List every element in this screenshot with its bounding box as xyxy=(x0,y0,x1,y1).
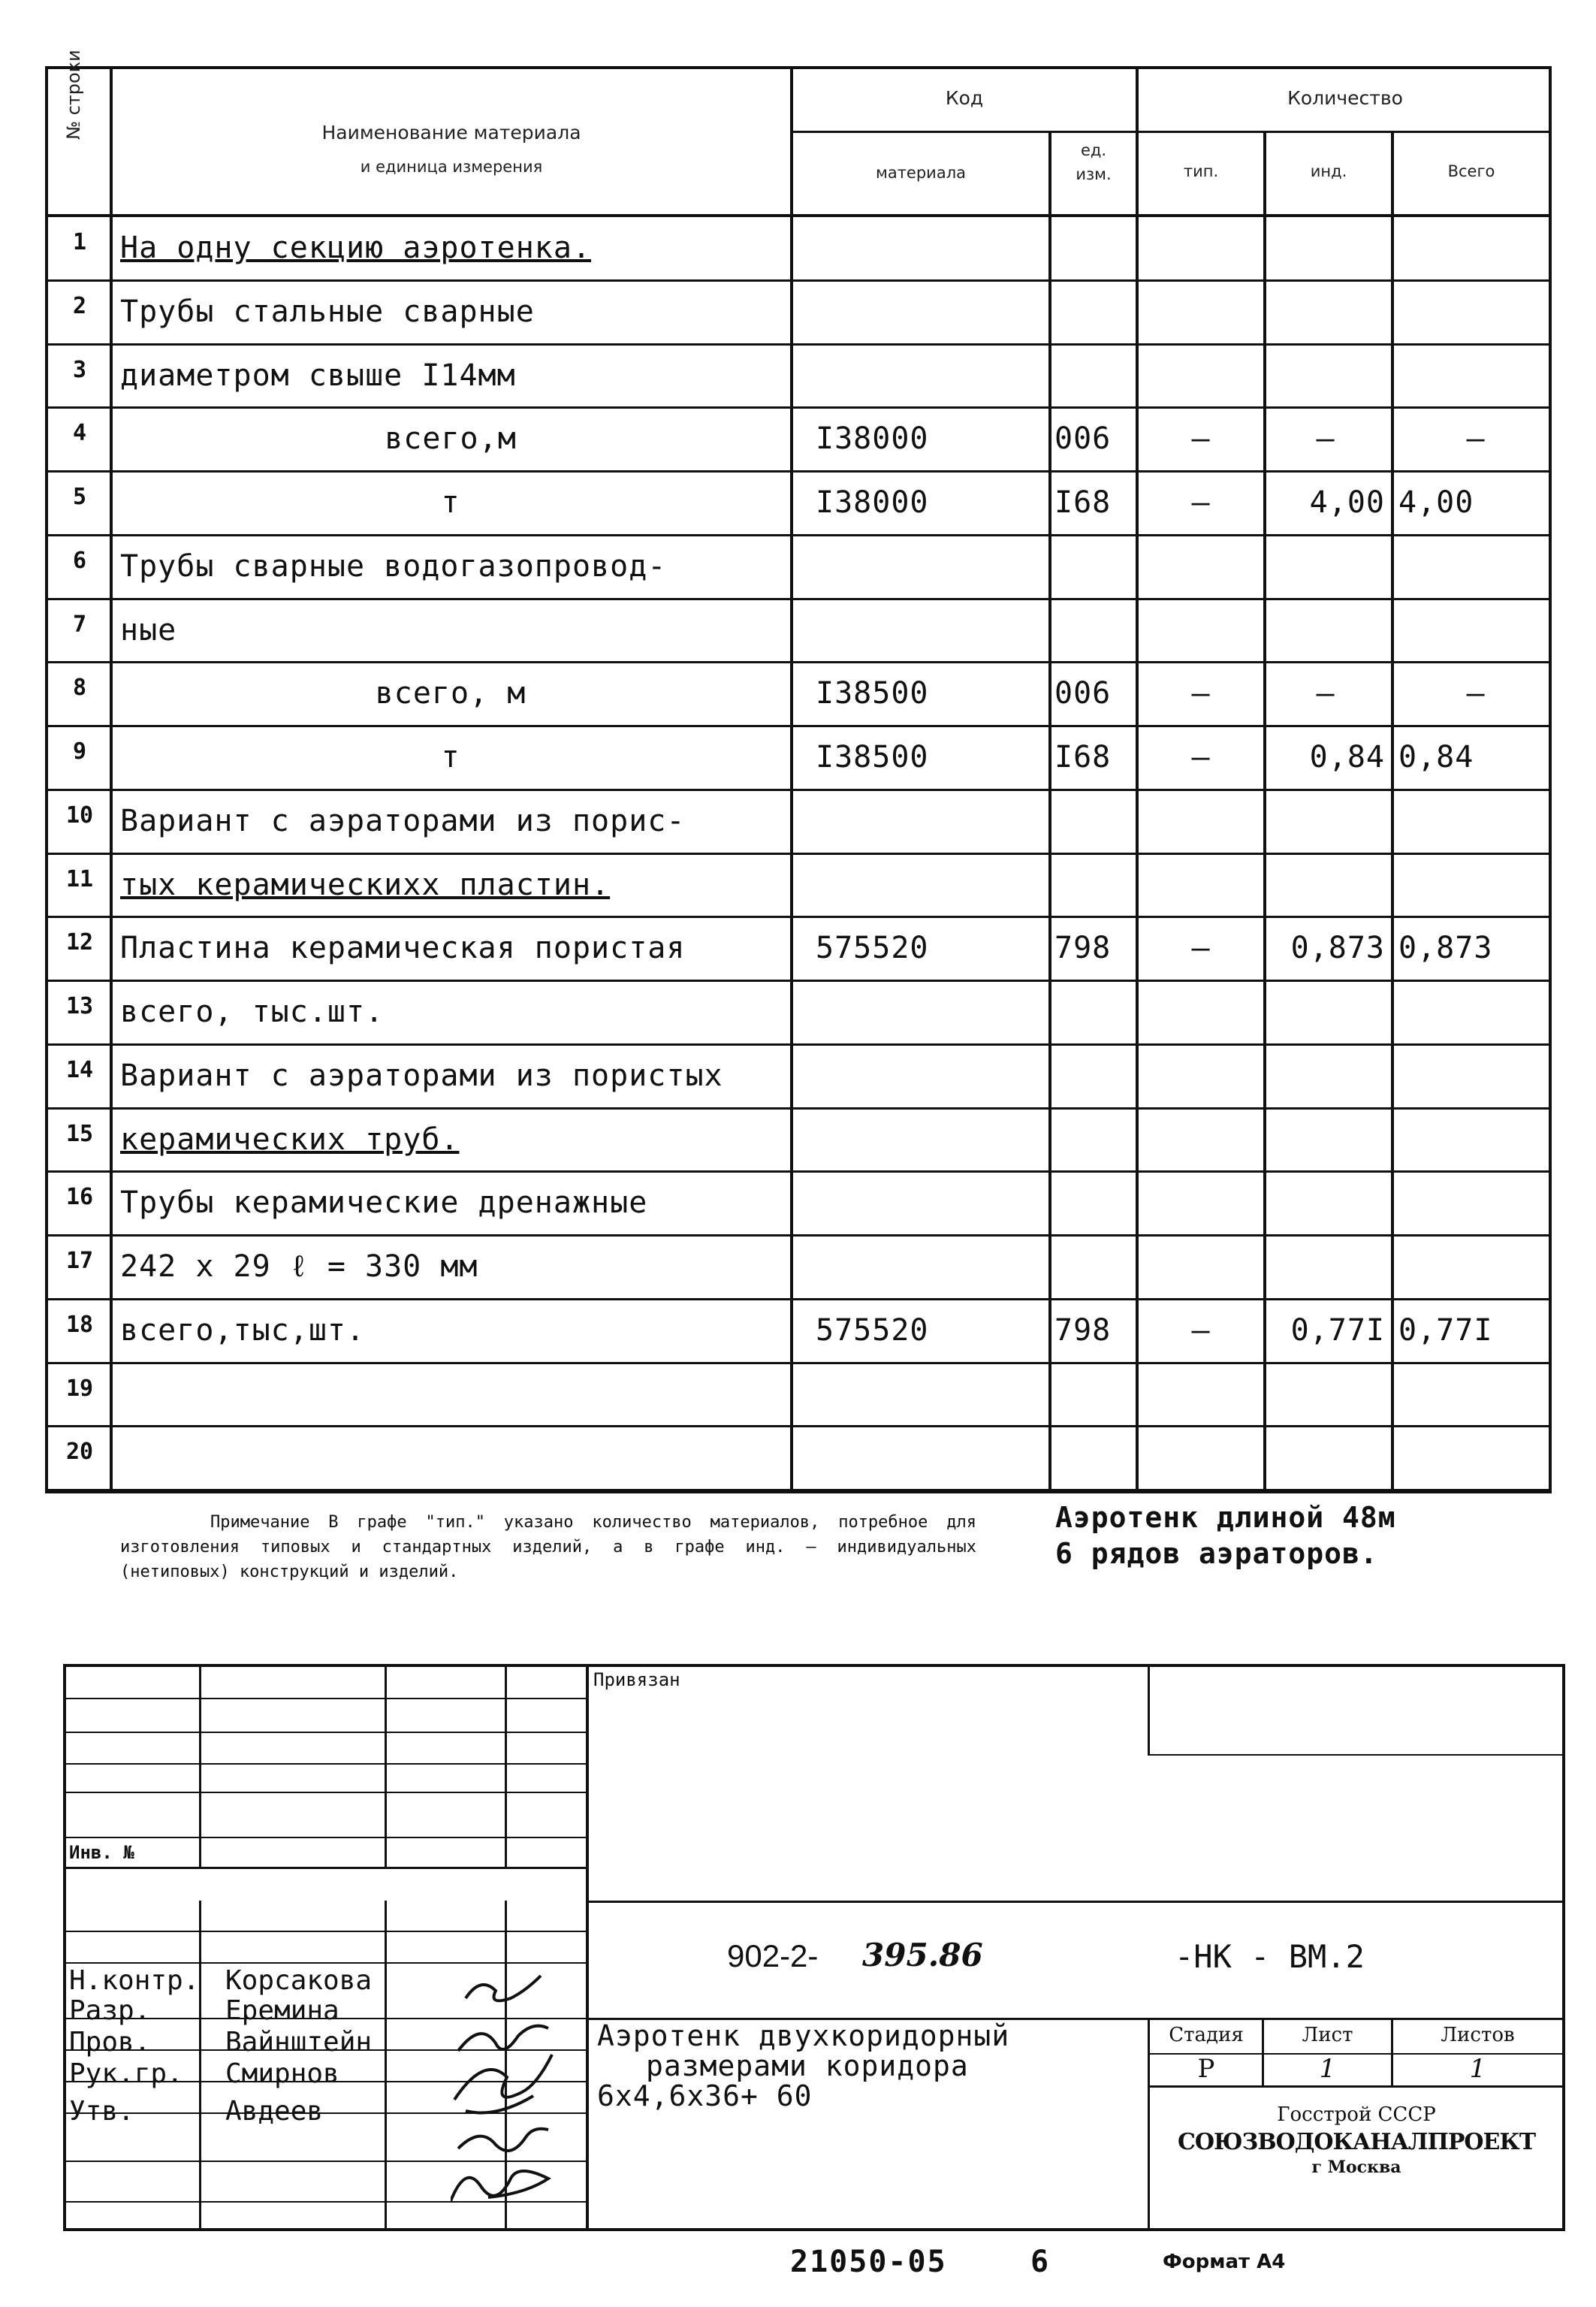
org-line-3: г Москва xyxy=(1311,2158,1401,2177)
cell-text: всего, тыс.шт. xyxy=(120,995,385,1029)
tb-sig-v1 xyxy=(199,1931,201,2231)
tb-left-h3 xyxy=(63,1763,586,1765)
row-number: 18 xyxy=(65,1312,94,1338)
doc-code-number: 395.86 xyxy=(862,1937,983,1973)
cell-ind: – xyxy=(1316,676,1335,711)
tb-left-h1 xyxy=(63,1698,586,1699)
row-separator xyxy=(45,853,1552,855)
cell-unit: I68 xyxy=(1054,740,1112,775)
cell-typ: – xyxy=(1191,931,1211,965)
tb-mid-h xyxy=(586,1901,1562,1903)
qty-total-header: Всего xyxy=(1447,162,1495,180)
cell-text: всего,тыс,шт. xyxy=(120,1313,366,1348)
tb-bottom-line xyxy=(63,2228,1565,2231)
sheet-value: 1 xyxy=(1319,2054,1336,2084)
cell-unit: 006 xyxy=(1054,676,1112,711)
tb-left-h4 xyxy=(63,1792,586,1793)
row-number: 15 xyxy=(65,1121,94,1147)
tb-sig-v2 xyxy=(385,1931,387,2231)
cell-text: 242 х 29 ℓ = 330 мм xyxy=(120,1249,478,1284)
cell-unit: 798 xyxy=(1054,931,1112,965)
role-label: Разр. xyxy=(69,1995,151,2026)
cell-code: I38000 xyxy=(816,485,929,520)
row-separator xyxy=(45,916,1552,918)
role-person-name: Смирнов xyxy=(225,2058,339,2089)
row-number: 20 xyxy=(65,1439,94,1465)
row-separator xyxy=(45,1362,1552,1364)
note-title-1: Аэротенк длиной 48м xyxy=(1055,1501,1396,1534)
col-line-total xyxy=(1391,132,1394,1492)
stage-value: Р xyxy=(1197,2054,1215,2084)
table-bottom-line xyxy=(45,1490,1552,1493)
row-number: 19 xyxy=(65,1375,94,1402)
tb-privyazan-v xyxy=(1148,1664,1150,1754)
header-mid-line xyxy=(790,131,1552,133)
role-person-name: Еремина xyxy=(225,1995,339,2026)
qty-ind-header: инд. xyxy=(1310,162,1347,180)
name-header-1: Наименование материала xyxy=(321,122,581,143)
row-separator xyxy=(45,789,1552,791)
sheets-value: 1 xyxy=(1469,2054,1486,2084)
header-bottom-line xyxy=(45,214,1552,217)
role-person-name: Корсакова xyxy=(225,1965,373,1996)
tb-stage-h2 xyxy=(1148,2085,1562,2088)
cell-total: 0,84 xyxy=(1398,740,1474,775)
row-separator xyxy=(45,470,1552,473)
cell-code: I38000 xyxy=(816,421,929,456)
row-separator xyxy=(45,598,1552,600)
cell-code: 575520 xyxy=(816,1313,929,1348)
cell-unit: I68 xyxy=(1054,485,1112,520)
row-separator xyxy=(45,343,1552,346)
row-number: 1 xyxy=(72,229,87,255)
cell-text: всего, м xyxy=(375,676,526,711)
cell-total: – xyxy=(1466,676,1486,711)
row-number: 9 xyxy=(72,738,87,765)
org-line-2: СОЮЗВОДОКАНАЛПРОЕКТ xyxy=(1177,2129,1536,2155)
code-unit-header-2: изм. xyxy=(1076,165,1112,183)
row-number: 3 xyxy=(72,357,87,383)
doc-code-suffix: -НК - ВМ.2 xyxy=(1175,1938,1365,1975)
cell-ind: 4,00 xyxy=(1309,485,1385,520)
cell-total: – xyxy=(1466,421,1486,456)
frame-top xyxy=(45,66,1552,69)
sheets-label: Листов xyxy=(1441,2024,1515,2046)
row-separator xyxy=(45,1107,1552,1110)
row-separator xyxy=(45,661,1552,663)
tb-right-h1 xyxy=(1148,1754,1562,1756)
cell-text: Трубы сварные водогазопровод- xyxy=(120,549,667,584)
cell-typ: – xyxy=(1191,421,1211,456)
row-separator xyxy=(45,1298,1552,1300)
row-separator xyxy=(45,534,1552,536)
row-number: 4 xyxy=(72,420,87,446)
cell-typ: – xyxy=(1191,740,1211,775)
qty-typ-header: тип. xyxy=(1183,162,1219,180)
tb-sig-v-b xyxy=(385,1901,387,1931)
cell-unit: 798 xyxy=(1054,1313,1112,1348)
row-separator xyxy=(45,1170,1552,1173)
role-label: Н.контр. xyxy=(69,1965,200,1996)
role-label: Рук.гр. xyxy=(69,2058,183,2089)
tb-sig-v-c xyxy=(505,1901,507,1931)
object-title-1: Аэротенк двухкоридорный xyxy=(597,2019,1010,2052)
footer-inventory-number: 21050-05 xyxy=(790,2245,947,2279)
role-label: Пров. xyxy=(69,2027,151,2058)
row-number: 8 xyxy=(72,675,87,701)
row-separator xyxy=(45,980,1552,982)
row-number: 7 xyxy=(72,611,87,638)
cell-text: Трубы стальные сварные xyxy=(120,294,535,329)
row-separator xyxy=(45,279,1552,282)
cell-text: т xyxy=(441,485,460,520)
cell-ind: 0,84 xyxy=(1309,740,1385,775)
cell-text: На одну секцию аэротенка. xyxy=(120,231,592,265)
privyazan-label: Привязан xyxy=(593,1669,680,1690)
tb-sig-h1 xyxy=(63,1962,586,1964)
cell-ind: 0,873 xyxy=(1290,931,1385,965)
cell-code: 575520 xyxy=(816,931,929,965)
doc-code-prefix: 902-2- xyxy=(727,1938,819,1973)
row-number: 16 xyxy=(65,1184,94,1210)
role-person-name: Авдеев xyxy=(225,2096,324,2127)
note-title-2: 6 рядов аэраторов. xyxy=(1055,1537,1378,1570)
cell-ind: – xyxy=(1316,421,1335,456)
cell-text: т xyxy=(441,740,460,775)
tb-left-h5 xyxy=(63,1837,586,1838)
object-title-3: 6х4,6х36+ 60 xyxy=(597,2079,813,2112)
row-number: 6 xyxy=(72,548,87,574)
cell-typ: – xyxy=(1191,1313,1211,1348)
cell-ind: 0,77I xyxy=(1290,1313,1385,1348)
code-header: Код xyxy=(945,87,984,109)
cell-typ: – xyxy=(1191,485,1211,520)
cell-text: керамических труб. xyxy=(120,1122,460,1157)
name-header-2: и единица измерения xyxy=(360,158,543,176)
tb-stage-v0 xyxy=(1148,2018,1150,2230)
row-separator xyxy=(45,1043,1552,1046)
tb-left-h2 xyxy=(63,1732,586,1733)
cell-text: всего,м xyxy=(385,421,517,456)
tb-left-h6 xyxy=(63,1867,586,1869)
role-person-name: Вайнштейн xyxy=(225,2027,373,2058)
row-number: 14 xyxy=(65,1057,94,1083)
cell-total: 0,873 xyxy=(1398,931,1493,965)
tb-frame-left xyxy=(63,1664,66,2230)
tb-frame-right xyxy=(1562,1664,1565,2230)
tb-sig-v-a xyxy=(199,1901,201,1931)
footer-format-label: Формат А4 xyxy=(1163,2251,1286,2273)
cell-unit: 006 xyxy=(1054,421,1112,456)
object-title-2: размерами коридора xyxy=(646,2049,969,2082)
note-text: Примечание В графе "тип." указано количество материалов, потребное для изготовления типовых и стандартных изделий, а в графе инд. – индивидуальных (нетиповых) конструкций и изделий. xyxy=(120,1513,976,1581)
row-number: 10 xyxy=(65,802,94,829)
row-number: 13 xyxy=(65,993,94,1019)
cell-total: 4,00 xyxy=(1398,485,1474,520)
cell-text: Вариант с аэраторами из порис- xyxy=(120,804,686,838)
row-separator xyxy=(45,725,1552,727)
code-unit-header-1: ед. xyxy=(1080,141,1107,159)
signature-scribbles xyxy=(451,1968,556,2224)
row-separator xyxy=(45,1425,1552,1427)
row-number-header: № строки xyxy=(63,50,84,140)
cell-text: Вариант с аэраторами из пористых xyxy=(120,1058,723,1093)
row-number: 17 xyxy=(65,1248,94,1274)
cell-text: Пластина керамическая пористая xyxy=(120,931,686,965)
cell-text: тых керамическихх пластин. xyxy=(120,868,611,902)
row-number: 5 xyxy=(72,484,87,510)
cell-text: диаметром свыше I14мм xyxy=(120,358,516,393)
row-separator xyxy=(45,406,1552,409)
inventory-label: Инв. № xyxy=(69,1842,134,1863)
cell-text: Трубы керамические дренажные xyxy=(120,1185,648,1220)
tb-sig-h0 xyxy=(63,1931,586,1932)
quantity-header: Количество xyxy=(1287,87,1403,109)
row-number: 11 xyxy=(65,866,94,892)
col-line-ind xyxy=(1263,132,1266,1492)
stage-label: Стадия xyxy=(1169,2024,1244,2046)
cell-total: 0,77I xyxy=(1398,1313,1493,1348)
cell-code: I38500 xyxy=(816,676,929,711)
org-line-1: Госстрой СССР xyxy=(1277,2103,1436,2126)
tb-main-v xyxy=(586,1664,589,2230)
cell-typ: – xyxy=(1191,676,1211,711)
code-material-header: материала xyxy=(875,164,966,182)
row-number: 12 xyxy=(65,929,94,956)
sheet-label: Лист xyxy=(1302,2024,1353,2046)
role-label: Утв. xyxy=(69,2096,134,2127)
tb-top-line xyxy=(63,1664,1565,1667)
cell-code: I38500 xyxy=(816,740,929,775)
col-line-unit xyxy=(1048,132,1051,1492)
row-separator xyxy=(45,1234,1552,1237)
row-number: 2 xyxy=(72,293,87,319)
cell-text: ные xyxy=(120,613,177,648)
footer-page-number: 6 xyxy=(1030,2245,1049,2279)
